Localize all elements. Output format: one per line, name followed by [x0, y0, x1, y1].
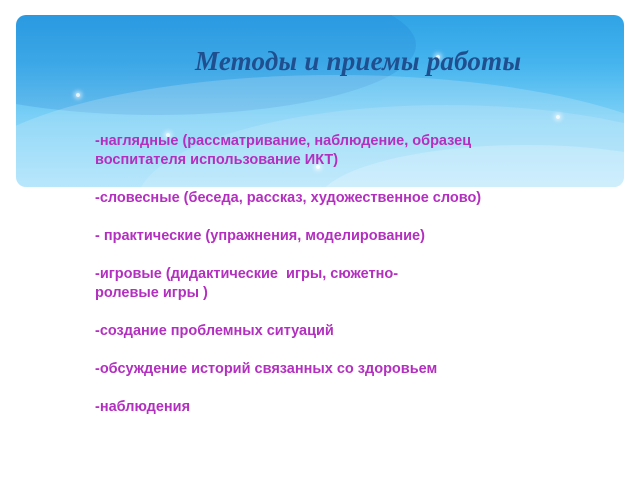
- slide-title: Методы и приемы работы: [195, 46, 522, 76]
- list-item: [95, 227, 615, 246]
- list-item: [95, 360, 615, 379]
- methods-list: [95, 132, 615, 436]
- list-item: [95, 189, 615, 208]
- list-item-text: ролевые игры ): [95, 285, 208, 301]
- list-item: [95, 265, 615, 303]
- sparkle-decoration: [76, 93, 80, 97]
- list-item-text: -создание проблемных ситуаций: [95, 323, 334, 339]
- list-item-text: -игровые (дидактические игры, сюжетно-: [95, 266, 399, 282]
- list-item: [95, 132, 615, 170]
- list-item-text: - практические (упражнения, моделирование): [95, 228, 425, 244]
- list-item-text: -словесные (беседа, рассказ, художественное слово): [95, 190, 482, 206]
- list-item-text: -наглядные (рассматривание, наблюдение, образец: [95, 133, 472, 149]
- list-item-text: -обсуждение историй связанных со здоровьем: [95, 361, 438, 377]
- list-item-text: воспитателя использование ИКТ): [95, 152, 339, 168]
- list-item-text: -наблюдения: [95, 399, 191, 415]
- list-item: [95, 398, 615, 417]
- list-item: [95, 322, 615, 341]
- sparkle-decoration: [556, 115, 560, 119]
